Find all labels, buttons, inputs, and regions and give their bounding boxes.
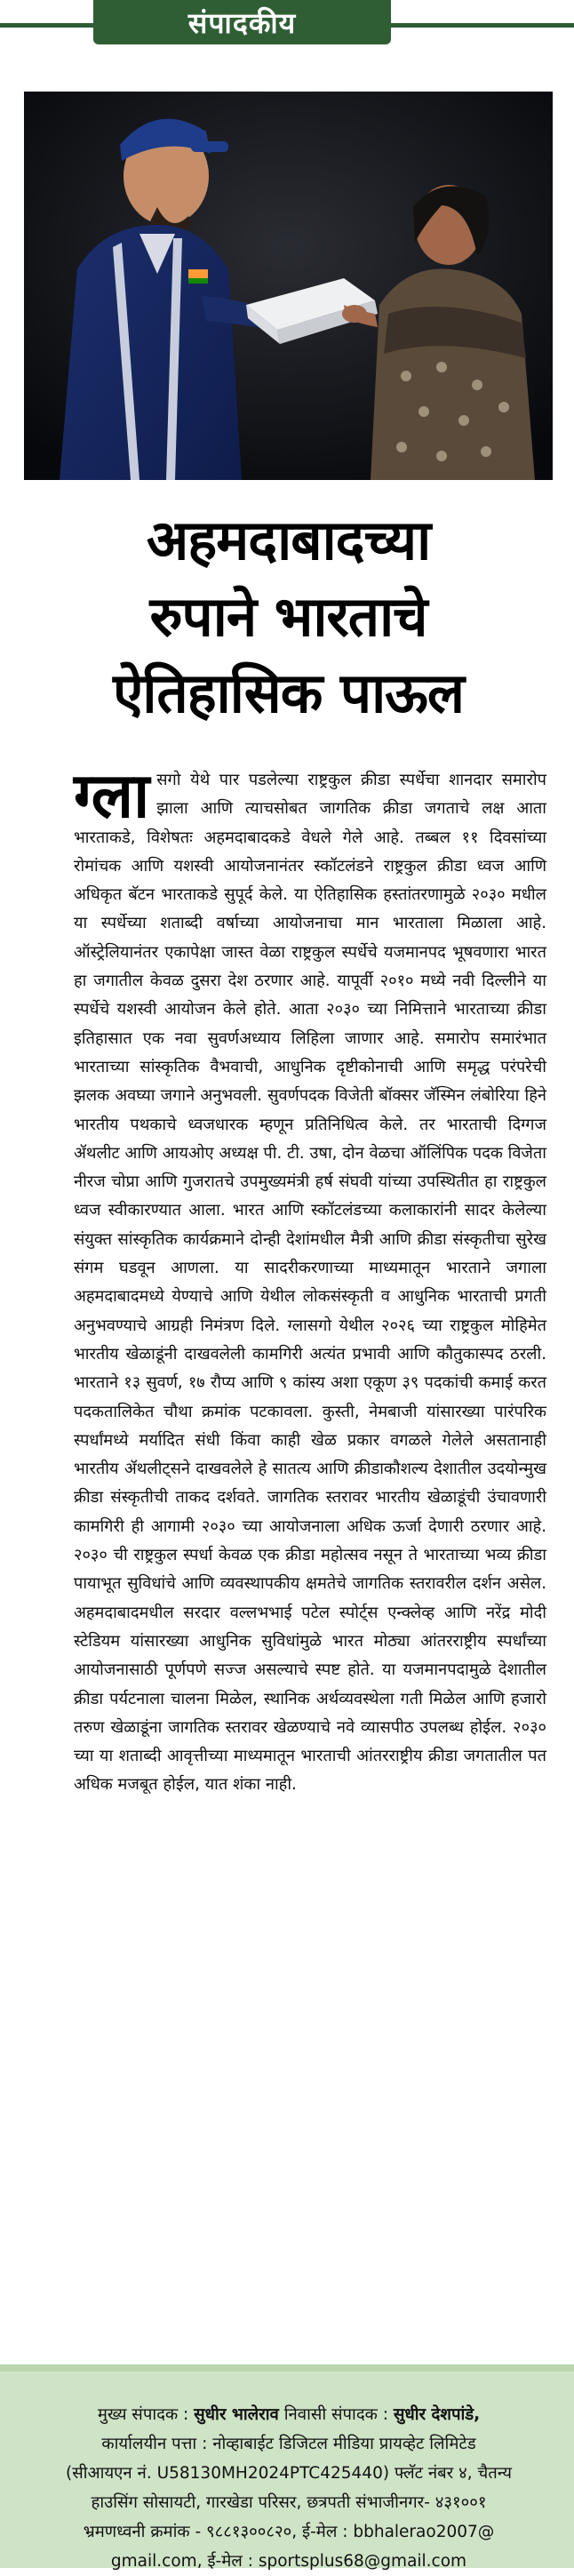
section-header	[0, 0, 574, 46]
address-line: हाउसिंग सोसायटी, गारखेडा परिसर, छत्रपती संभाजीनगर- ४३१००१	[91, 2493, 487, 2512]
article-body	[74, 759, 547, 1800]
drop-cap: ग्ला	[74, 759, 150, 832]
headline-line-1: अहमदाबादच्या	[146, 508, 431, 572]
cin-number: (सीआयएन नं. U58130MH2024PTC425440)	[66, 2464, 390, 2483]
headline-line-2: रुपाने भारताचे	[149, 584, 427, 649]
photo-handover-icon	[24, 92, 553, 480]
article-headline	[24, 502, 553, 732]
chief-editor-name: सुधीर भालेराव	[194, 2405, 279, 2424]
editor-line	[18, 2400, 560, 2429]
imprint-lines	[18, 2400, 560, 2576]
chief-editor-label: मुख्य संपादक :	[97, 2405, 189, 2424]
resident-editor-label: निवासी संपादक :	[283, 2405, 388, 2424]
resident-editor-name: सुधीर देशपांडे,	[393, 2405, 481, 2424]
office-label: कार्यालयीन पत्ता :	[101, 2435, 208, 2453]
email-line: gmail.com, ई-मेल : sportsplus68@gmail.com	[110, 2552, 467, 2571]
office-line	[18, 2429, 560, 2459]
headline-line-3: ऐतिहासिक पाऊल	[113, 660, 464, 725]
footer-top-band	[0, 2364, 574, 2372]
cin-line	[18, 2459, 560, 2488]
imprint-footer	[0, 2364, 574, 2571]
office-name: नोव्हाबाईट डिजिटल मीडिया प्रायव्हेट लिमिटेड	[212, 2435, 476, 2453]
phone-line: भ्रमणध्वनी क्रमांक - ९८८१३००८२०, ई-मेल : bbhalerao2007@	[83, 2523, 495, 2541]
section-title: संपादकीय	[187, 5, 297, 40]
section-tab	[93, 0, 391, 44]
article-body-text: सगो येथे पार पडलेल्या राष्ट्रकुल क्रीडा स्पर्धेचा शानदार समारोप झाला आणि त्याचसोबत जागतिक क्रीडा जगताचे लक्ष आता भारताकडे, विशेषतः अहमदाबादकडे वेधले गेले आहे. तब्बल ११ दिवसांच्या रोमांचक आणि यशस्वी आयोजनानंतर स्कॉटलंडने राष्ट्रकुल क्रीडा ध्वज आणि अधिकृत बॅटन भारताकडे सुपूर्द केले. या ऐतिहासिक हस्तांतरणामुळे २०३० मधील या स्पर्धेच्या शताब्दी वर्षाच्या आयोजनाचा मान भारताला मिळाला आहे. ऑस्ट्रेलियानंतर एकापेक्षा जास्त वेळा राष्ट्रकुल स्पर्धेचे यजमानपद भूषवणारा भारत हा जगातील केवळ दुसरा देश ठरणार आहे. यापूर्वी २०१० मध्ये नवी दिल्लीने या स्पर्धेचे यशस्वी आयोजन केले होते. आता २०३० च्या निमित्ताने भारताच्या क्रीडा इतिहासात एक नवा सुवर्णअध्याय लिहिला जाणार आहे. समारोप समारंभात भारताच्या सांस्कृतिक वैभवाची, आधुनिक दृष्टीकोनाची आणि समृद्ध परंपरेची झलक अवघ्या जगाने अनुभवली. सुवर्णपदक विजेती बॉक्सर जॅस्मिन लंबोरिया हिने भारतीय पथकाचे ध्वजधारक म्हणून प्रतिनिधित्व केले. तर भारताची दिग्गज ॲथलीट आणि आयओए अध्यक्ष पी. टी. उषा, दोन वेळचा ऑलिंपिक पदक विजेता नीरज चोप्रा आणि गुजरातचे उपमुख्यमंत्री हर्ष संघवी यांच्या उपस्थितीत हा राष्ट्रकुल ध्वज स्वीकारण्यात आला. भारत आणि स्कॉटलंडच्या कलाकारांनी सादर केलेल्या संयुक्त सांस्कृतिक कार्यक्रमाने दोन्ही देशांमधील मैत्री आणि क्रीडा संस्कृतीचा सुरेख संगम घडवून आणला. या सादरीकरणाच्या माध्यमातून भारताने जगाला अहमदाबादमध्ये येण्याचे आणि येथील लोकसंस्कृती व आधुनिक भारताची प्रगती अनुभवण्याचे आग्रही निमंत्रण दिले. ग्लासगो येथील २०२६ च्या राष्ट्रकुल मोहिमेत भारतीय खेळाडूंनी दाखवलेली कामगिरी अत्यंत प्रभावी आणि कौतुकास्पद ठरली. भारताने १३ सुवर्ण, १७ रौप्य आणि ९ कांस्य अशा एकूण ३९ पदकांची कमाई करत पदकतालिकेत चौथा क्रमांक पटकावला. कुस्ती, नेमबाजी यांसारख्या पारंपरिक स्पर्धांमध्ये मर्यादित संधी किंवा काही खेळ प्रकार वगळले गेलेले असतानाही भारतीय ॲथलीट्सने दाखवलेले हे सातत्य आणि क्रीडाकौशल्य देशातील उदयोन्मुख क्रीडा संस्कृतीची ताकद दर्शवते. जागतिक स्तरावर भारतीय खेळाडूंची उंचावणारी कामगिरी ही आगामी २०३० च्या आयोजनाला अधिक ऊर्जा देणारी ठरणार आहे. २०३० ची राष्ट्रकुल स्पर्धा केवळ एक क्रीडा महोत्सव नसून ते भारताच्या भव्य क्रीडा पायाभूत सुविधांचे आणि व्यवस्थापकीय क्षमतेचे जागतिक स्तरावरील दर्शन असेल. अहमदाबादमधील सरदार वल्लभभाई पटेल स्पोर्ट्स एन्क्लेव्ह आणि नरेंद्र मोदी स्टेडियम यांसारख्या आधुनिक सुविधांमुळे भारत मोठ्या आंतरराष्ट्रीय स्पर्धांच्या आयोजनासाठी पूर्णपणे सज्ज असल्याचे स्पष्ट होते. या यजमानपदामुळे देशातील क्रीडा पर्यटनाला चालना मिळेल, स्थानिक अर्थव्यवस्थेला गती मिळेल आणि हजारो तरुण खेळाडूंना जागतिक स्तरावर खेळण्याचे नवे व्यासपीठ उपलब्ध होईल. २०३० च्या या शताब्दी आवृत्तीच्या माध्यमातून भारताची आंतरराष्ट्रीय क्रीडा जगतातील पत अधिक मजबूत होईल, यात शंका नाही.	[74, 771, 547, 1795]
address-part-1: फ्लॅट नंबर ४, चैतन्य	[394, 2464, 512, 2483]
article-photo	[24, 92, 553, 480]
